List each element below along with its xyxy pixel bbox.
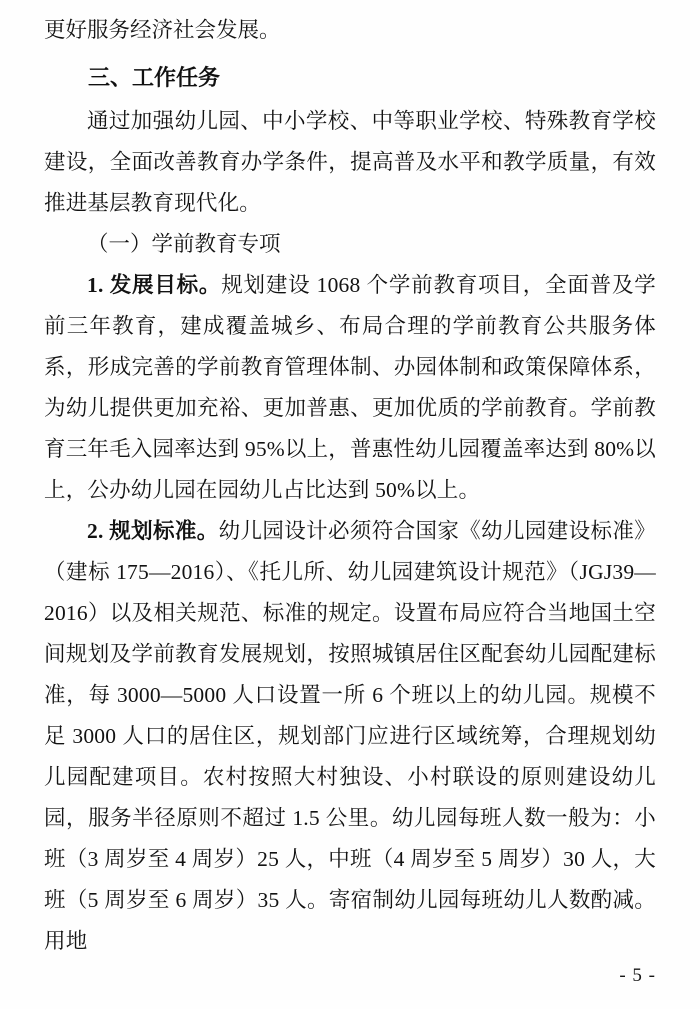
paragraph-intro: 通过加强幼儿园、中小学校、中等职业学校、特殊教育学校建设，全面改善教育办学条件，提高普及水平和教学质量，有效推进基层教育现代化。 <box>44 109 656 215</box>
item-1-lead: 1. 发展目标。 <box>87 273 222 297</box>
section-heading-work-tasks: 三、工作任务 <box>88 65 221 90</box>
item-1-body: 规划建设 1068 个学前教育项目，全面普及学前三年教育，建成覆盖城乡、布局合理的学前教育公共服务体系，形成完善的学前教育管理体制、办园体制和政策保障体系，为幼儿提供更加充裕、更加普惠、更加优质的学前教育。学前教育三年毛入园率达到 95%以上，普惠性幼儿园覆盖率达到 80%以上，公办幼儿园在园幼儿占比达到 50%以上。 <box>44 273 656 502</box>
item-2-body: 幼儿园设计必须符合国家《幼儿园建设标准》（建标 175—2016）、《托儿所、幼儿园建筑设计规范》（JGJ39—2016）以及相关规范、标准的规定。设置布局应符合当地国土空间规划及学前教育发展规划，按照城镇居住区配套幼儿园配建标准，每 3000—5000 人口设置一所 6 个班以上的幼儿园。规模不足 3000 人口的居住区，规划部门应进行区域统筹，合理规划幼儿园配建项目。农村按照大村独设、小村联设的原则建设幼儿园，服务半径原则不超过 1.5 公里。幼儿园每班人数一般为：小班（3 周岁至 4 周岁）25 人，中班（4 周岁至 5 周岁）30 人，大班（5 周岁至 6 周岁）35 人。寄宿制幼儿园每班幼儿人数酌减。用地 <box>44 519 656 953</box>
page-number: - 5 - <box>619 965 656 986</box>
paragraph-item-1 <box>44 265 656 511</box>
paragraph-item-2 <box>44 511 656 962</box>
spacer <box>44 51 656 53</box>
paragraph-continuation: 更好服务经济社会发展。 <box>44 18 281 42</box>
item-2-lead: 2. 规划标准。 <box>87 519 219 543</box>
subsection-heading-preschool: （一）学前教育专项 <box>87 232 281 256</box>
